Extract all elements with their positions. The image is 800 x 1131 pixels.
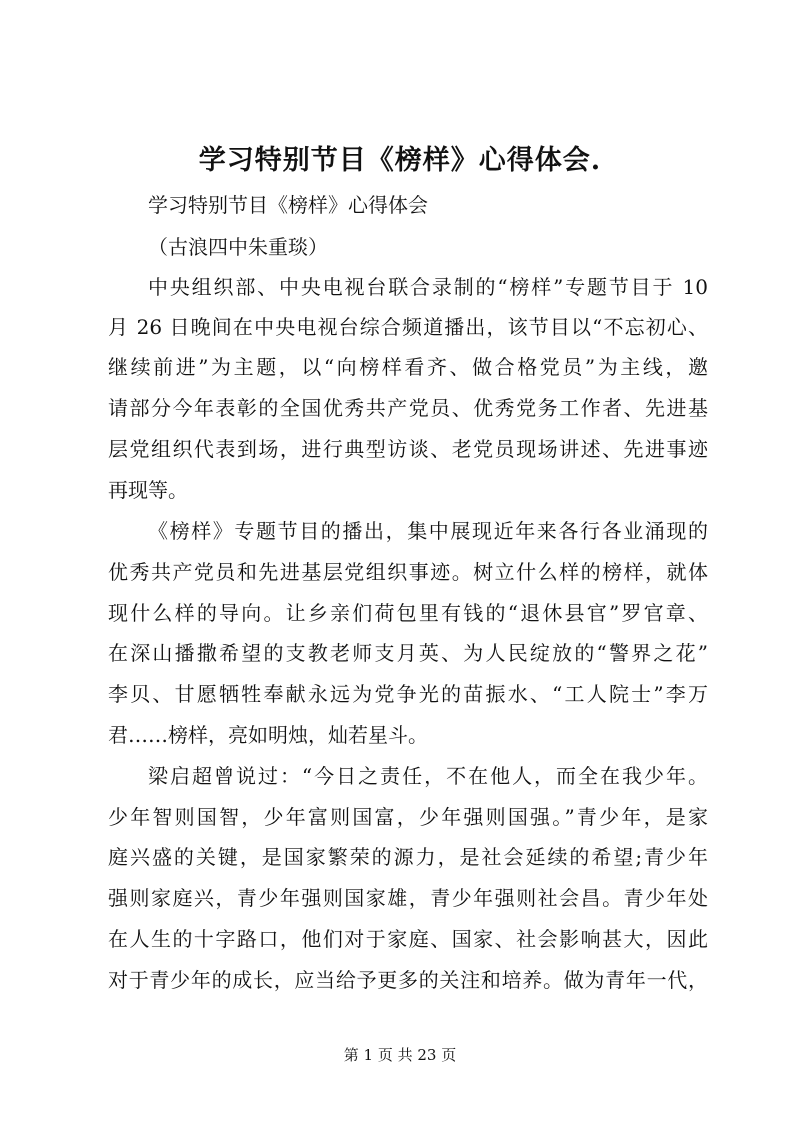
paragraph-2-line: 李贝、甘愿牺牲奉献永远为党争光的苗振水、“工人院士”李万 xyxy=(108,682,708,706)
paragraph-1-line: 月 26 日晚间在中央电视台综合频道播出，该节目以“不忘初心、 xyxy=(108,315,708,339)
paragraph-2-line: 在深山播撒希望的支教老师支月英、为人民绽放的“警界之花” xyxy=(108,641,708,665)
paragraph-3-line: 少年智则国智，少年富则国富，少年强则国强。”青少年，是家 xyxy=(108,805,708,829)
document-author: （古浪四中朱重琰） xyxy=(148,235,328,259)
paragraph-2-line: 优秀共产党员和先进基层党组织事迹。树立什么样的榜样，就体 xyxy=(108,560,708,584)
paragraph-1-line: 继续前进”为主题，以“向榜样看齐、做合格党员”为主线，邀 xyxy=(108,355,708,379)
paragraph-3-line: 庭兴盛的关键，是国家繁荣的源力，是社会延续的希望;青少年 xyxy=(108,845,708,869)
paragraph-1-line: 层党组织代表到场，进行典型访谈、老党员现场讲述、先进事迹 xyxy=(108,437,708,461)
paragraph-2-line: 君……榜样，亮如明烛，灿若星斗。 xyxy=(108,723,428,747)
document-title: 学习特别节目《榜样》心得体会. xyxy=(198,145,602,176)
paragraph-1-line: 中央组织部、中央电视台联合录制的“榜样”专题节目于 10 xyxy=(148,275,708,299)
paragraph-3-line: 梁启超曾说过：“今日之责任，不在他人，而全在我少年。 xyxy=(148,764,708,788)
paragraph-1-line: 再现等。 xyxy=(108,478,188,502)
paragraph-1-line: 请部分今年表彰的全国优秀共产党员、优秀党务工作者、先进基 xyxy=(108,396,708,420)
page-number-footer: 第 1 页 共 23 页 xyxy=(343,1046,457,1064)
paragraph-2-line: 现什么样的导向。让乡亲们荷包里有钱的“退休县官”罗官章、 xyxy=(108,601,708,625)
paragraph-3-line: 强则家庭兴，青少年强则国家雄，青少年强则社会昌。青少年处 xyxy=(108,886,708,910)
paragraph-3-line: 对于青少年的成长，应当给予更多的关注和培养。做为青年一代， xyxy=(108,968,708,992)
paragraph-3-line: 在人生的十字路口，他们对于家庭、国家、社会影响甚大，因此 xyxy=(108,927,708,951)
document-subtitle: 学习特别节目《榜样》心得体会 xyxy=(148,193,428,217)
paragraph-2-line: 《榜样》专题节目的播出，集中展现近年来各行各业涌现的 xyxy=(148,519,708,543)
